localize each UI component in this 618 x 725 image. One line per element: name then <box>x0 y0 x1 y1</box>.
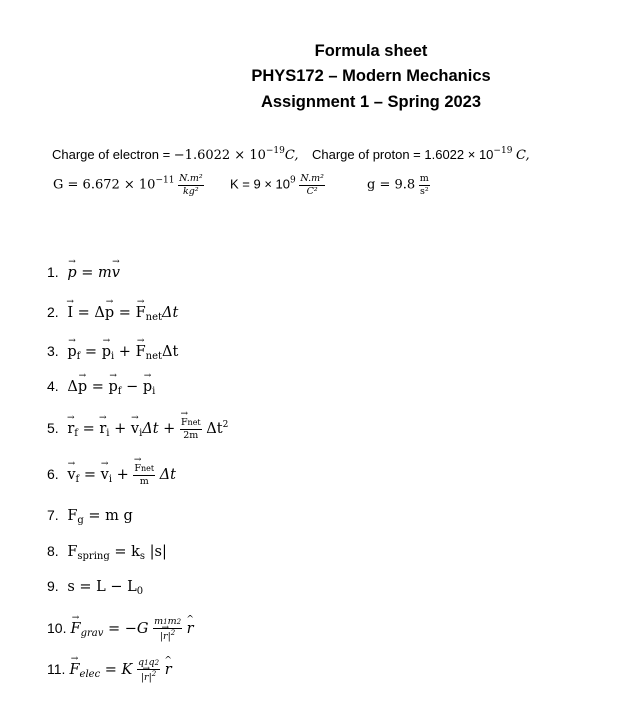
K-exp: 9 <box>290 175 296 186</box>
formula-body: → p = m→ v <box>63 265 120 281</box>
formula-number: 7. <box>47 507 59 523</box>
G-exp: −11 <box>155 175 175 186</box>
denominator-2m: 2m <box>183 429 199 441</box>
formula-body: → I = Δ→ p = → $F_{net}\Delta t$ <box>63 305 179 321</box>
constant-K <box>230 174 325 196</box>
formula-number: 5. <box>47 420 59 436</box>
formula-body: → $v_f$ = → $v_i$ + → $\frac{\text{Fnet}}{m}$ Δt <box>63 467 176 483</box>
G-num: N.m² <box>179 173 203 184</box>
proton-exp: −19 <box>493 146 513 156</box>
formula-body: $s = L - L_0$ <box>62 579 144 597</box>
fraction-Fnet-2m: → $\frac{\text{Fnet}}{2m}$ <box>180 418 202 440</box>
formula-2 <box>47 304 178 323</box>
g-den: s² <box>419 185 429 197</box>
title-course: PHYS172 – Modern Mechanics <box>251 67 491 85</box>
K-unit-fraction <box>299 174 325 196</box>
denominator-m: m <box>139 475 149 487</box>
proton-label: Charge of proton = 1.6022 × 10 <box>312 147 494 162</box>
formula-number: 9. <box>47 578 59 594</box>
electron-unit: C, <box>284 148 299 163</box>
formula-number: 4. <box>47 378 59 394</box>
formula-5 <box>47 418 228 440</box>
g-unit-fraction <box>419 174 430 196</box>
G-den: kg² <box>183 185 199 197</box>
G-unit-fraction <box>178 174 204 196</box>
G-label: G = 6.672 × 10 <box>53 177 156 193</box>
K-den: C² <box>306 185 318 197</box>
g-num: m <box>419 173 429 184</box>
subscript-g: g <box>77 515 84 526</box>
electron-value: −1.6022 × 10 <box>173 148 266 163</box>
constant-proton-charge <box>312 146 530 163</box>
formula-number: 11. <box>47 661 66 677</box>
subscript-elec: elec <box>79 669 101 680</box>
proton-unit: C, <box>516 148 530 163</box>
constant-G <box>53 174 204 196</box>
formula-number: 1. <box>47 264 59 280</box>
formula-body: → $r_f$ = → $r_i$ + → $v_i\Delta t$ + → $\frac{\text{Fnet}}{2m}$ $\Delta t^2$ <box>63 421 229 437</box>
formula-number: 3. <box>47 343 59 359</box>
constant-electron-charge <box>52 146 299 163</box>
formula-11 <box>47 658 172 682</box>
formula-body: → $p_f$ = → $p_i$ + → $F_{net}\Delta t$ <box>63 344 179 360</box>
subscript-net: net <box>187 418 201 427</box>
subscript-0: 0 <box>136 586 144 597</box>
formula-body: Δ→ p = → $p_f$ − → $p_i$ <box>63 379 156 395</box>
formula-number: 10. <box>47 620 67 636</box>
formula-8 <box>47 543 167 562</box>
formula-1 <box>47 264 120 281</box>
subscript-spring: spring <box>77 551 110 562</box>
fraction-m1m2-r2: $\frac{m1m2}{|\to r|^2}$ <box>153 617 182 641</box>
formula-body: → $F_{grav} = -G$ $\frac{m1m2}{|\to r|^2}$ ^ r <box>71 621 194 637</box>
formula-4 <box>47 378 155 397</box>
formula-7 <box>47 507 133 526</box>
formula-body: $F_{spring} = k_s$ |s| <box>62 544 167 562</box>
fraction-Fnet-m: → $\frac{\text{Fnet}}{m}$ <box>133 464 155 486</box>
constant-g <box>367 174 430 196</box>
formula-3 <box>47 343 178 362</box>
subscript-net: net <box>145 312 163 323</box>
formula-6 <box>47 464 176 486</box>
K-num: N.m² <box>300 173 324 184</box>
electron-label: Charge of electron = <box>52 147 174 162</box>
subscript-net: net <box>140 464 155 473</box>
title-assignment: Assignment 1 – Spring 2023 <box>260 93 482 111</box>
formula-number: 6. <box>47 466 59 482</box>
formula-body: → $F_{elec} = K$ $\frac{q1q2}{|\to r|^2}$ ^ r <box>69 662 171 678</box>
formula-number: 8. <box>47 543 59 559</box>
formula-9 <box>47 578 143 597</box>
formula-number: 2. <box>47 304 59 320</box>
subscript-grav: grav <box>80 628 104 639</box>
subscript-net: net <box>145 351 163 362</box>
formula-body: $F_g = m$ g <box>62 508 133 526</box>
subscript-s: s <box>139 551 146 562</box>
title-formula-sheet: Formula sheet <box>314 42 428 60</box>
g-label: g = 9.8 <box>367 177 416 193</box>
K-label: K = 9 × 10 <box>230 176 290 192</box>
fraction-q1q2-r2: $\frac{q1q2}{|\to r|^2}$ <box>137 658 160 682</box>
electron-exp: −19 <box>265 146 285 156</box>
formula-10 <box>47 617 194 641</box>
